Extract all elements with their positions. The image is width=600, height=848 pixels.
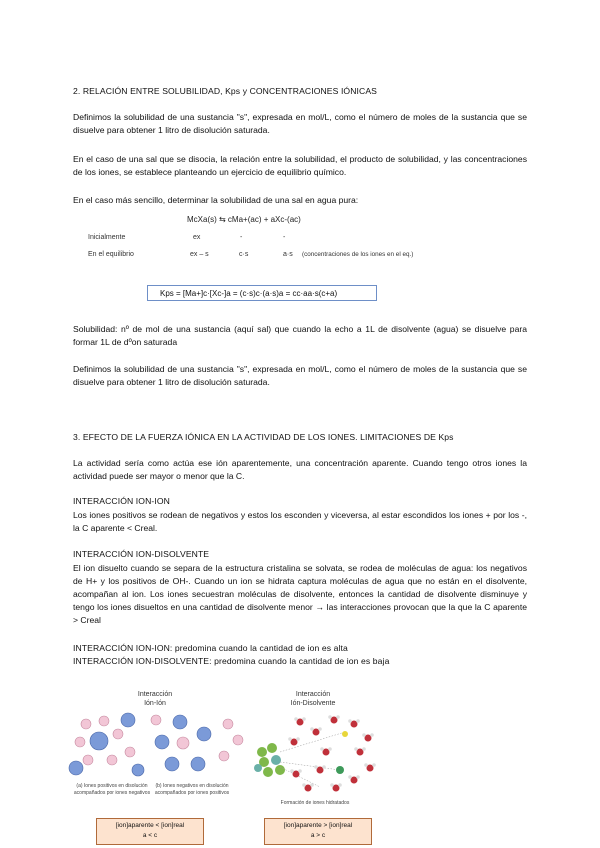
- table-row1-label: Inicialmente: [88, 234, 126, 241]
- summary-ion-solvent: INTERACCIÓN ION-DISOLVENTE: predomina cuando la cantidad de ion es baja: [73, 656, 390, 666]
- right-figure-title-2: Ión-Disolvente: [290, 700, 336, 707]
- ion-solvent-subtitle: INTERACCIÓN ION-DISOLVENTE: [73, 549, 210, 559]
- table-row2-label: En el equilibrio: [88, 251, 134, 258]
- kps-formula-box: Kps = [Ma+]c·[Xc-]a = (c·s)c·(a·s)a = cc·aa·s(c+a): [147, 285, 377, 301]
- summary-ion-ion: INTERACCIÓN ION-ION: predomina cuando la cantidad de ion es alta: [73, 643, 348, 653]
- table-row2-note: (concentraciones de los iones en el eq.): [302, 251, 414, 258]
- section-2-paragraph-1: Definimos la solubilidad de una sustancia "s", expresada en mol/L, como el número de moles de la sustancia que se disuelve para obtener 1 litro de disolución saturada.: [73, 112, 527, 135]
- table-row2-c2: c·s: [239, 251, 249, 258]
- right-figure-title-1: Interacción: [295, 691, 331, 698]
- section-2-paragraph-5: Definimos la solubilidad de una sustancia "s", expresada en mol/L, como el número de moles de la sustancia que se disuelve para obtener 1 litro de disolución saturada.: [73, 364, 527, 387]
- hydrated-ions: [336, 731, 348, 774]
- ion-solvent-diagram: [250, 712, 380, 798]
- left-formula-box: [96, 818, 204, 845]
- right-formula-line-2: a > c: [310, 832, 326, 839]
- dissolution-equation: McXa(s) ⇆ cMa+(ac) + aXc-(ac): [187, 215, 301, 224]
- left-formula-line-1: [ion]aparente < [ion]real: [115, 822, 185, 829]
- ion-ion-diagram: [68, 712, 250, 782]
- ion-solvent-text: El ion disuelto cuando se separa de la estructura cristalina se solvata, se rodea de moléculas de agua: los negativos de H+ y los positivos de OH-. Cuando un ion se hidrata captura moléculas de agua que no están en el disolvente, acompañan al ion. Los iones secuestran moléculas de disolvente, entonces la cantidad de disolvente disminuye y tengo los iones disueltos en una cantidad de disolvente menor → las interacciones provocan que la que la C aparente > Creal: [73, 563, 527, 625]
- section-2-paragraph-3: En el caso más sencillo, determinar la solubilidad de una sal en agua pura:: [73, 195, 359, 205]
- table-row1-c2: -: [240, 234, 243, 241]
- left-caption-a: (a) Iones positivos en disolución acompañados por iones negativos: [73, 783, 151, 796]
- ion-ion-text: Los iones positivos se rodean de negativos y estos los esconden y viceversa, al estar escondidos los iones + por los -, la C aparente < Creal.: [73, 510, 527, 533]
- table-row1-c1: ex: [193, 234, 201, 241]
- section-3-paragraph-1: La actividad sería como actúa ese ión aparentemente, una concentración aparente. Cuando tengo otros iones la actividad puede ser mayor o menor que la C.: [73, 458, 527, 481]
- ion-ion-subtitle: INTERACCIÓN ION-ION: [73, 496, 170, 506]
- ion-cluster-negative-center: [151, 715, 243, 771]
- table-row1-c3: -: [283, 234, 286, 241]
- table-row2-c3: a·s: [283, 251, 293, 258]
- table-row2-c1: ex – s: [190, 251, 209, 258]
- left-figure-title-1: Interacción: [137, 691, 173, 698]
- ion-cluster-positive-center: [69, 713, 144, 776]
- section-2-heading: 2. RELACIÓN ENTRE SOLUBILIDAD, Kps y CONCENTRACIONES IÓNICAS: [73, 86, 377, 96]
- left-formula-line-2: a < c: [142, 832, 158, 839]
- section-2-paragraph-2: En el caso de una sal que se disocia, la relación entre la solubilidad, el producto de solubilidad, y las concentraciones de los iones, se establece planteando un ejercicio de equilibrio químico.: [73, 154, 527, 177]
- right-formula-line-1: [ion]aparente > [ion]real: [283, 822, 353, 829]
- left-figure-title-2: Ión-Ión: [144, 700, 166, 707]
- right-formula-box: [264, 818, 372, 845]
- water-molecules: [288, 715, 376, 791]
- left-caption-b: (b) Iones negativos en disolución acompañados por iones positivos: [154, 783, 230, 796]
- section-3-heading: 3. EFECTO DE LA FUERZA IÓNICA EN LA ACTIVIDAD DE LOS IONES. LIMITACIONES DE Kps: [73, 432, 454, 442]
- section-2-paragraph-4: Solubilidad: nº de mol de una sustancia (aquí sal) que cuando la echo a 1L de disolvente (agua) se disuelve para formar 1L de dºon saturada: [73, 324, 527, 347]
- right-caption: Formación de iones hidratados: [280, 800, 350, 806]
- crystal-lattice: [254, 743, 285, 777]
